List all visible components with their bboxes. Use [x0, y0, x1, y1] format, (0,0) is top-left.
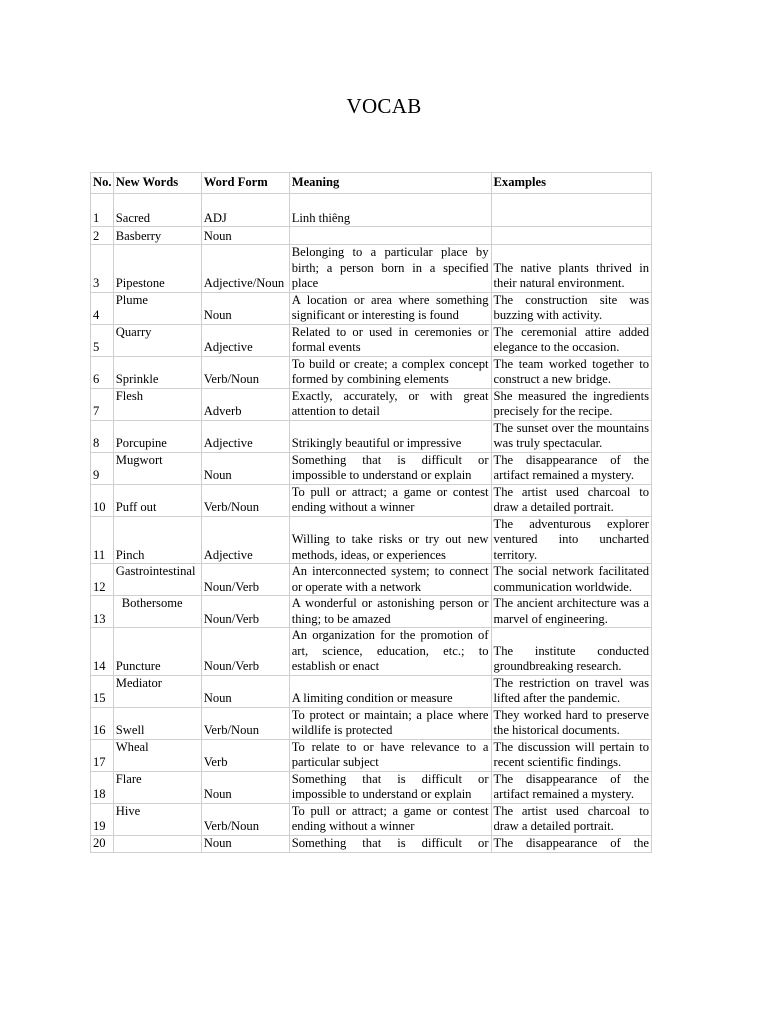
table-row	[91, 835, 652, 852]
row-example	[491, 227, 651, 245]
row-form: Adverb	[201, 388, 289, 420]
row-meaning: An organization for the promotion of art, science, education, etc.; to establish or enact	[289, 628, 491, 676]
table-row	[91, 356, 652, 388]
table-row	[91, 516, 652, 564]
row-example: They worked hard to preserve the historical documents.	[491, 707, 651, 739]
row-number: 15	[91, 675, 114, 707]
row-meaning: To pull or attract; a game or contest ending without a winner	[289, 803, 491, 835]
row-meaning: Belonging to a particular place by birth; a person born in a specified place	[289, 245, 491, 293]
row-example: The disappearance of the artifact remained a mystery.	[491, 771, 651, 803]
row-word: Flesh	[113, 388, 201, 420]
table-row	[91, 245, 652, 293]
row-example: The ceremonial attire added elegance to the occasion.	[491, 324, 651, 356]
table-row	[91, 227, 652, 245]
row-example: The social network facilitated communication worldwide.	[491, 564, 651, 596]
table-row	[91, 803, 652, 835]
header-new-words: New Words	[113, 173, 201, 194]
table-row	[91, 707, 652, 739]
row-meaning: Willing to take risks or try out new methods, ideas, or experiences	[289, 516, 491, 564]
row-example: She measured the ingredients precisely for the recipe.	[491, 388, 651, 420]
header-examples: Examples	[491, 173, 651, 194]
row-form: Noun	[201, 452, 289, 484]
row-meaning: A limiting condition or measure	[289, 675, 491, 707]
row-meaning: Something that is difficult or	[289, 835, 491, 852]
row-number: 11	[91, 516, 114, 564]
row-form: Verb/Noun	[201, 803, 289, 835]
table-row	[91, 388, 652, 420]
row-example: The institute conducted groundbreaking research.	[491, 628, 651, 676]
row-form: Noun	[201, 227, 289, 245]
vocab-table	[90, 172, 652, 853]
row-word: Sprinkle	[113, 356, 201, 388]
row-number: 1	[91, 194, 114, 227]
row-number: 17	[91, 739, 114, 771]
row-form: Noun	[201, 292, 289, 324]
row-word	[113, 835, 201, 852]
row-number: 20	[91, 835, 114, 852]
row-number: 13	[91, 596, 114, 628]
row-meaning: Related to or used in ceremonies or formal events	[289, 324, 491, 356]
table-row	[91, 739, 652, 771]
row-form: Noun	[201, 675, 289, 707]
row-word: Bothersome	[113, 596, 201, 628]
row-meaning: To protect or maintain; a place where wildlife is protected	[289, 707, 491, 739]
row-example	[491, 194, 651, 227]
row-number: 6	[91, 356, 114, 388]
row-example: The artist used charcoal to draw a detailed portrait.	[491, 803, 651, 835]
row-example: The native plants thrived in their natural environment.	[491, 245, 651, 293]
row-word: Sacred	[113, 194, 201, 227]
table-row	[91, 771, 652, 803]
row-form: Verb/Noun	[201, 356, 289, 388]
row-example: The restriction on travel was lifted after the pandemic.	[491, 675, 651, 707]
row-meaning: Linh thiêng	[289, 194, 491, 227]
row-word: Porcupine	[113, 420, 201, 452]
row-meaning: Something that is difficult or impossible to understand or explain	[289, 771, 491, 803]
row-form: Noun/Verb	[201, 596, 289, 628]
row-word: Hive	[113, 803, 201, 835]
row-number: 9	[91, 452, 114, 484]
row-word: Puff out	[113, 484, 201, 516]
table-row	[91, 596, 652, 628]
row-word: Flare	[113, 771, 201, 803]
row-form: Noun	[201, 771, 289, 803]
row-meaning: To build or create; a complex concept formed by combining elements	[289, 356, 491, 388]
row-number: 4	[91, 292, 114, 324]
row-form: Adjective	[201, 516, 289, 564]
row-number: 8	[91, 420, 114, 452]
row-word: Mugwort	[113, 452, 201, 484]
row-form: Adjective	[201, 420, 289, 452]
row-form: Adjective/Noun	[201, 245, 289, 293]
table-header-row	[91, 173, 652, 194]
row-example: The discussion will pertain to recent scientific findings.	[491, 739, 651, 771]
row-form: Verb	[201, 739, 289, 771]
table-row	[91, 484, 652, 516]
row-number: 12	[91, 564, 114, 596]
table-row	[91, 675, 652, 707]
row-meaning: To pull or attract; a game or contest ending without a winner	[289, 484, 491, 516]
row-word: Pinch	[113, 516, 201, 564]
row-form: Noun/Verb	[201, 564, 289, 596]
row-meaning: Strikingly beautiful or impressive	[289, 420, 491, 452]
row-form: Verb/Noun	[201, 707, 289, 739]
row-number: 5	[91, 324, 114, 356]
row-form: ADJ	[201, 194, 289, 227]
row-meaning	[289, 227, 491, 245]
row-number: 10	[91, 484, 114, 516]
row-example: The ancient architecture was a marvel of engineering.	[491, 596, 651, 628]
table-row	[91, 324, 652, 356]
row-number: 14	[91, 628, 114, 676]
row-example: The adventurous explorer ventured into uncharted territory.	[491, 516, 651, 564]
row-number: 19	[91, 803, 114, 835]
row-meaning: Exactly, accurately, or with great attention to detail	[289, 388, 491, 420]
table-row	[91, 292, 652, 324]
row-word: Gastrointestinal	[113, 564, 201, 596]
row-word: Mediator	[113, 675, 201, 707]
row-example: The sunset over the mountains was truly spectacular.	[491, 420, 651, 452]
row-word: Plume	[113, 292, 201, 324]
row-meaning: A wonderful or astonishing person or thing; to be amazed	[289, 596, 491, 628]
row-number: 7	[91, 388, 114, 420]
row-form: Noun	[201, 835, 289, 852]
table-row	[91, 564, 652, 596]
row-example: The team worked together to construct a new bridge.	[491, 356, 651, 388]
row-word: Pipestone	[113, 245, 201, 293]
row-meaning: Something that is difficult or impossible to understand or explain	[289, 452, 491, 484]
row-form: Noun/Verb	[201, 628, 289, 676]
row-meaning: An interconnected system; to connect or operate with a network	[289, 564, 491, 596]
row-number: 16	[91, 707, 114, 739]
table-row	[91, 420, 652, 452]
header-meaning: Meaning	[289, 173, 491, 194]
table-row	[91, 628, 652, 676]
row-example: The disappearance of the	[491, 835, 651, 852]
row-form: Verb/Noun	[201, 484, 289, 516]
row-word: Puncture	[113, 628, 201, 676]
table-row	[91, 452, 652, 484]
row-word: Basberry	[113, 227, 201, 245]
header-word-form: Word Form	[201, 173, 289, 194]
row-form: Adjective	[201, 324, 289, 356]
row-number: 3	[91, 245, 114, 293]
header-no: No.	[91, 173, 114, 194]
row-word: Wheal	[113, 739, 201, 771]
table-row	[91, 194, 652, 227]
row-example: The disappearance of the artifact remained a mystery.	[491, 452, 651, 484]
row-meaning: A location or area where something significant or interesting is found	[289, 292, 491, 324]
row-example: The artist used charcoal to draw a detailed portrait.	[491, 484, 651, 516]
row-meaning: To relate to or have relevance to a particular subject	[289, 739, 491, 771]
row-word: Quarry	[113, 324, 201, 356]
row-example: The construction site was buzzing with activity.	[491, 292, 651, 324]
row-number: 18	[91, 771, 114, 803]
page-title: VOCAB	[346, 94, 422, 118]
row-word: Swell	[113, 707, 201, 739]
row-number: 2	[91, 227, 114, 245]
